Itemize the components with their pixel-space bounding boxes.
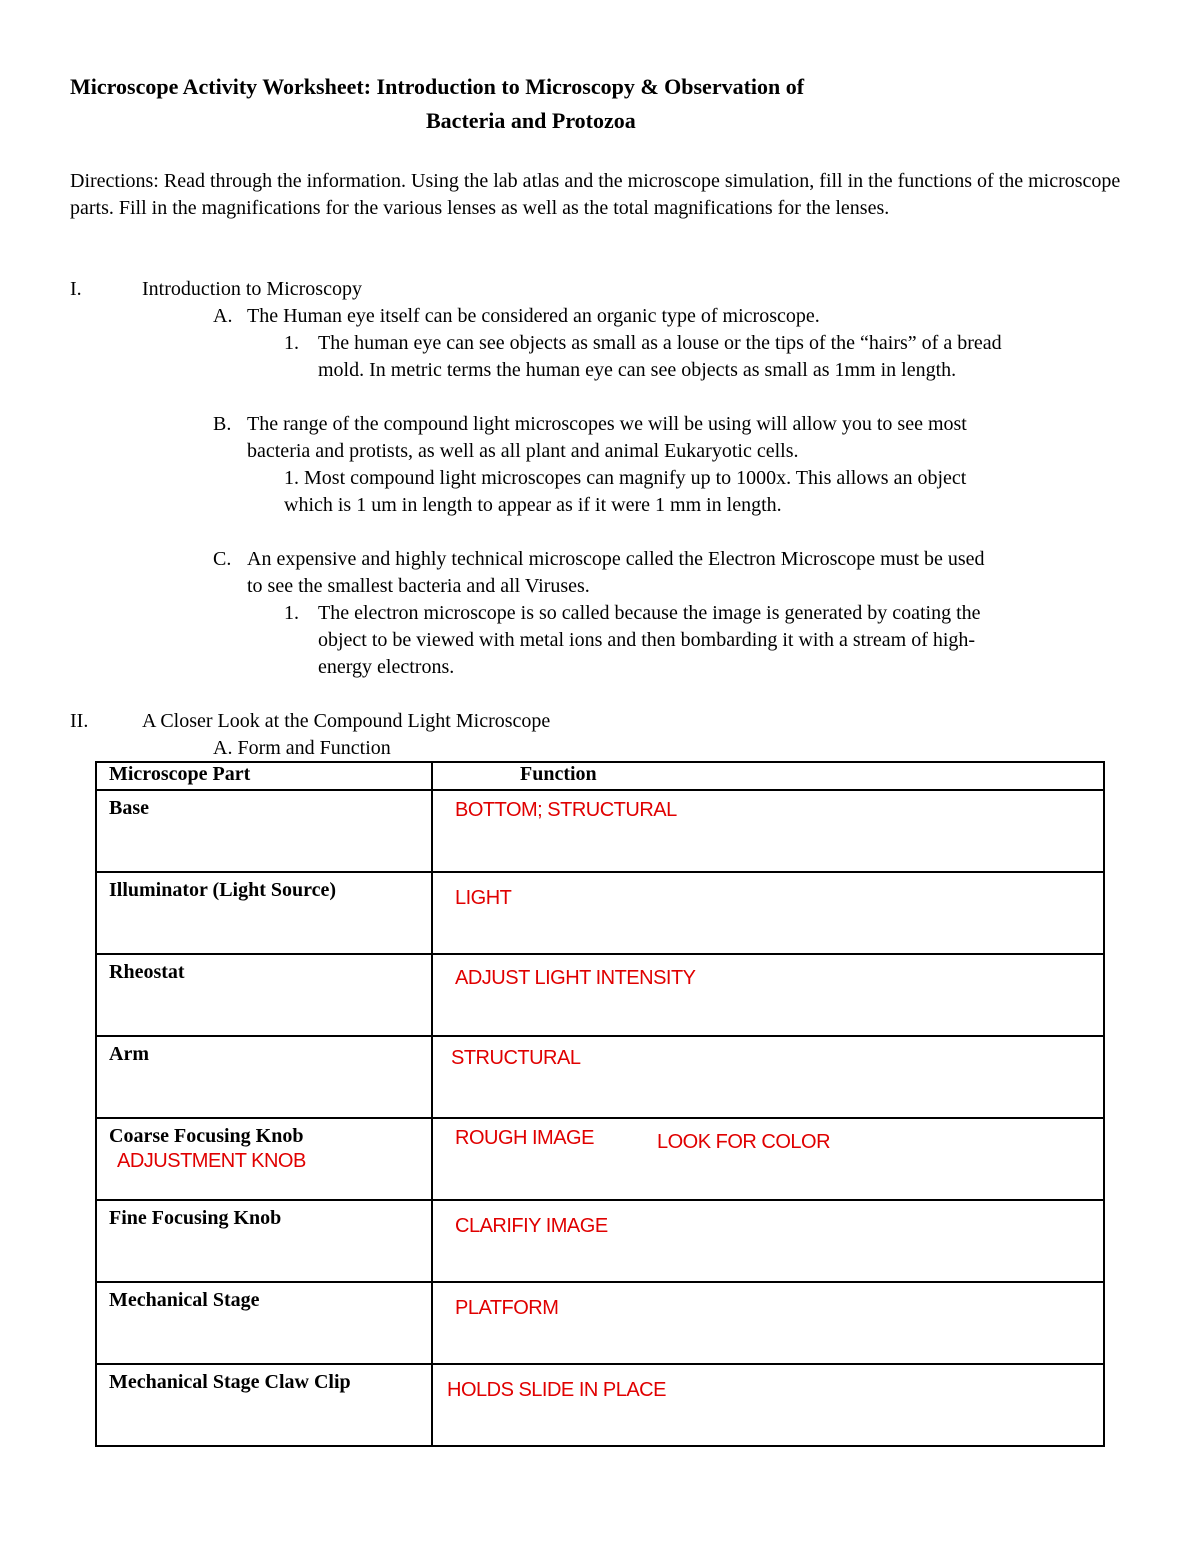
header-microscope-part: Microscope Part (96, 762, 432, 790)
section-1-numeral: I. (70, 278, 82, 300)
item-a-sub1-number: 1. (284, 332, 299, 354)
part-cell (96, 1036, 432, 1118)
table-header-row (96, 762, 1104, 790)
table-row (96, 1364, 1104, 1446)
table-row (96, 1200, 1104, 1282)
item-b-line2: bacteria and protists, as well as all plant and animal Eukaryotic cells. (247, 440, 799, 462)
section-2-sub-a: A. Form and Function (213, 737, 391, 759)
item-a-sub1-line1: The human eye can see objects as small as a louse or the tips of the “hairs” of a bread (318, 332, 1002, 354)
item-a-sub1-line2: mold. In metric terms the human eye can see objects as small as 1mm in length. (318, 359, 957, 381)
title-line-1: Microscope Activity Worksheet: Introduction to Microscopy & Observation of (70, 74, 805, 99)
header-function: Function (432, 762, 1104, 790)
microscope-parts-table (95, 761, 1105, 1447)
function-cell[interactable] (432, 1118, 1104, 1200)
part-label-rheostat: Rheostat (109, 961, 185, 983)
part-cell (96, 872, 432, 954)
function-cell[interactable] (432, 790, 1104, 872)
section-2-numeral: II. (70, 710, 89, 732)
function-cell[interactable] (432, 954, 1104, 1036)
directions-paragraph: Directions: Read through the information. Using the lab atlas and the microscope simulation, fill in the functions of the microscope parts. Fill in the magnifications for the various lenses as well as the total magnifications for the lenses. (70, 170, 1121, 219)
function-cell[interactable] (432, 1282, 1104, 1364)
part-label-base: Base (109, 797, 149, 819)
part-label-claw-clip: Mechanical Stage Claw Clip (109, 1371, 351, 1393)
answer-coarse-focus: ROUGH IMAGE (455, 1127, 594, 1149)
item-c-sub1-number: 1. (284, 602, 299, 624)
table-row (96, 872, 1104, 954)
item-b-letter: B. (213, 413, 232, 435)
answer-claw-clip: HOLDS SLIDE IN PLACE (447, 1379, 666, 1401)
item-b-sub1-line2: which is 1 um in length to appear as if it were 1 mm in length. (284, 494, 782, 516)
item-c-sub1-line3: energy electrons. (318, 656, 455, 678)
part-label-fine-focus: Fine Focusing Knob (109, 1207, 282, 1229)
answer-arm: STRUCTURAL (451, 1047, 581, 1069)
function-cell[interactable] (432, 1036, 1104, 1118)
table-row (96, 954, 1104, 1036)
item-c-sub1-line2: object to be viewed with metal ions and then bombarding it with a stream of high- (318, 629, 976, 651)
table-row (96, 790, 1104, 872)
section-2-heading: A Closer Look at the Compound Light Microscope (142, 710, 551, 732)
answer-mechanical-stage: PLATFORM (455, 1297, 559, 1319)
item-b-line1: The range of the compound light microscopes we will be using will allow you to see most (247, 413, 967, 435)
item-c-sub1-line1: The electron microscope is so called because the image is generated by coating the (318, 602, 981, 624)
item-c-line1: An expensive and highly technical microscope called the Electron Microscope must be used (247, 548, 985, 570)
part-cell (96, 1364, 432, 1446)
answer-base: BOTTOM; STRUCTURAL (455, 799, 677, 821)
part-cell (96, 954, 432, 1036)
table-row (96, 1118, 1104, 1200)
function-cell[interactable] (432, 872, 1104, 954)
item-a-letter: A. (213, 305, 233, 327)
part-label-coarse-focus: Coarse Focusing Knob (109, 1125, 304, 1147)
part-cell (96, 1282, 432, 1364)
title-line-2: Bacteria and Protozoa (426, 108, 636, 133)
note-adjustment-knob: ADJUSTMENT KNOB (117, 1150, 306, 1172)
part-cell (96, 1118, 432, 1200)
part-cell (96, 790, 432, 872)
item-b-sub1-line1: 1. Most compound light microscopes can magnify up to 1000x. This allows an object (284, 467, 967, 489)
answer-coarse-focus-note: LOOK FOR COLOR (657, 1131, 831, 1153)
part-label-mechanical-stage: Mechanical Stage (109, 1289, 260, 1311)
answer-illuminator: LIGHT (455, 887, 512, 909)
table-row (96, 1282, 1104, 1364)
answer-rheostat: ADJUST LIGHT INTENSITY (455, 967, 696, 989)
item-a-text: The Human eye itself can be considered an organic type of microscope. (247, 305, 820, 327)
part-label-illuminator: Illuminator (Light Source) (109, 879, 337, 901)
function-cell[interactable] (432, 1200, 1104, 1282)
item-c-letter: C. (213, 548, 232, 570)
section-1-heading: Introduction to Microscopy (142, 278, 362, 300)
table-row (96, 1036, 1104, 1118)
item-c-line2: to see the smallest bacteria and all Viruses. (247, 575, 590, 597)
function-cell[interactable] (432, 1364, 1104, 1446)
part-cell (96, 1200, 432, 1282)
part-label-arm: Arm (109, 1043, 149, 1065)
answer-fine-focus: CLARIFIY IMAGE (455, 1215, 608, 1237)
